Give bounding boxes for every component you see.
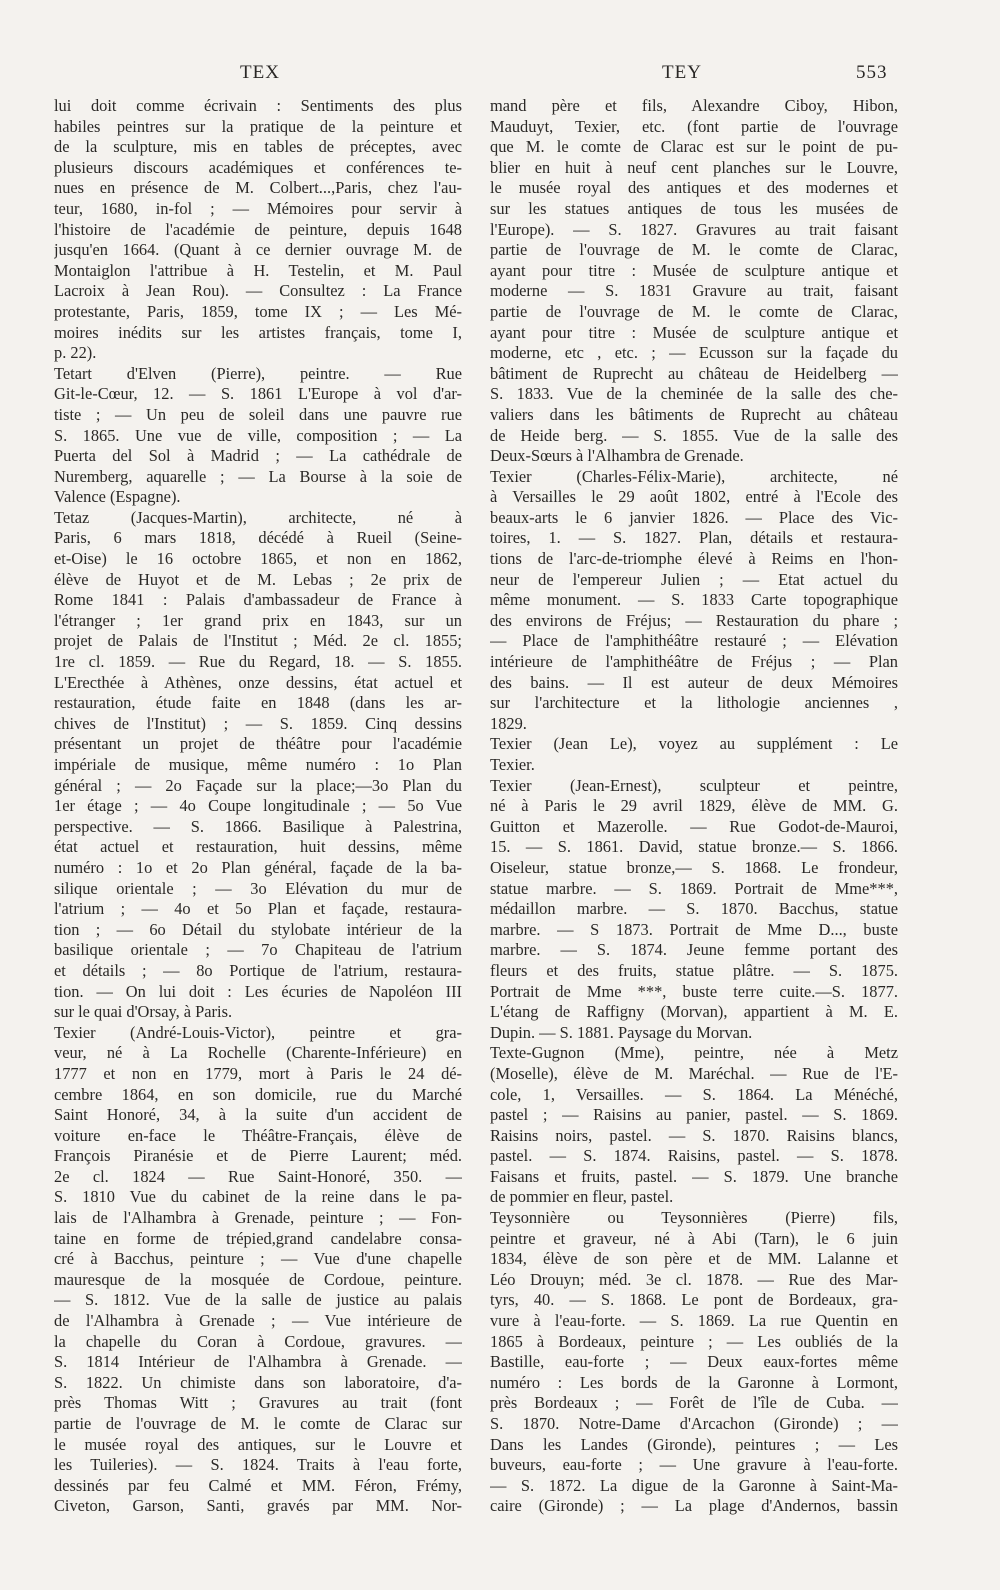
text-line: l'étranger ; 1er grand prix en 1843, sur un: [54, 610, 462, 630]
text-line: Texier (Charles-Félix-Marie), architecte, né: [490, 466, 898, 486]
text-line: des bains. — Il est auteur de deux Mémoires: [490, 672, 898, 692]
text-line: (Moselle), élève de M. Maréchal. — Rue de l'E-: [490, 1063, 898, 1083]
text-line: nues en présence de M. Colbert...,Paris, chez l'au-: [54, 178, 462, 198]
text-line: veur, né à La Rochelle (Charente-Inférieure) en: [54, 1043, 462, 1063]
text-line: basilique orientale ; — 7o Chapiteau de l'atrium: [54, 940, 462, 960]
text-line: neur de l'empereur Julien ; — Etat actuel du: [490, 569, 898, 589]
text-line: près Thomas Witt ; Gravures au trait (font: [54, 1393, 462, 1413]
text-line: les Tuileries). — S. 1824. Traits à l'eau forte,: [54, 1455, 462, 1475]
text-line: Montaiglon l'attribue à H. Testelin, et M. Paul: [54, 260, 462, 280]
text-line: Mauduyt, Texier, etc. (font partie de l'ouvrage: [490, 116, 898, 136]
text-line: partie de l'ouvrage de M. le comte de Clarac,: [490, 240, 898, 260]
text-line: la chapelle du Coran à Cordoue, gravures. —: [54, 1331, 462, 1351]
text-line: pastel. — S. 1874. Raisins, pastel. — S. 1878.: [490, 1146, 898, 1166]
text-line: des environs de Fréjus; — Restauration du phare ;: [490, 610, 898, 630]
text-line: Git-le-Cœur, 12. — S. 1861 L'Europe à vol d'ar-: [54, 384, 462, 404]
text-line: vure à l'eau-forte. — S. 1869. La rue Quentin en: [490, 1311, 898, 1331]
text-line: pastel ; — Raisins au panier, pastel. — S. 1869.: [490, 1105, 898, 1125]
text-line: projet de Palais de l'Institut ; Méd. 2e cl. 1855;: [54, 631, 462, 651]
text-line: Teysonnière ou Teysonnières (Pierre) fils,: [490, 1208, 898, 1228]
text-line: François Piranésie et de Pierre Laurent; méd.: [54, 1146, 462, 1166]
text-line: 1834, élève de son père et de MM. Lalanne et: [490, 1249, 898, 1269]
text-line: beaux-arts le 6 janvier 1826. — Place des Vic-: [490, 507, 898, 527]
text-line: S. 1814 Intérieur de l'Alhambra à Grenade. —: [54, 1352, 462, 1372]
text-line: ayant pour titre : Musée de sculpture antique et: [490, 322, 898, 342]
header-center-word: TEY: [662, 62, 702, 83]
text-line: Civeton, Garson, Santi, gravés par MM. Nor-: [54, 1496, 462, 1516]
text-line: perspective. — S. 1866. Basilique à Palestrina,: [54, 816, 462, 836]
text-line: présentant un projet de théâtre pour l'académie: [54, 734, 462, 754]
text-line: marbre. — S 1873. Portrait de Mme D..., buste: [490, 919, 898, 939]
text-line: toires, 1. — S. 1827. Plan, détails et restaura-: [490, 528, 898, 548]
text-line: Guitton et Mazerolle. — Rue Godot-de-Mauroi,: [490, 816, 898, 836]
text-line: Puerta del Sol à Madrid ; — La cathédrale de: [54, 446, 462, 466]
text-line: mand père et fils, Alexandre Ciboy, Hibon,: [490, 96, 898, 115]
text-line: protestante, Paris, 1859, tome IX ; — Les Mé-: [54, 301, 462, 321]
text-line: 1re cl. 1859. — Rue du Regard, 18. — S. 1855.: [54, 652, 462, 672]
text-line: Texier (André-Louis-Victor), peintre et gra-: [54, 1022, 462, 1042]
text-line: Tetart d'Elven (Pierre), peintre. — Rue: [54, 363, 462, 383]
text-line: jusqu'en 1664. (Quant à ce dernier ouvrage M. de: [54, 240, 462, 260]
text-line: mauresque de la mosquée de Cordoue, peinture.: [54, 1269, 462, 1289]
text-line: 1865 à Bordeaux, peinture ; — Les oubliés de la: [490, 1331, 898, 1351]
text-line: taine en forme de trépied,grand candelabre consa-: [54, 1228, 462, 1248]
text-line: partie de l'ouvrage de M. le comte de Clarac sur: [54, 1414, 462, 1433]
text-line: de l'Alhambra à Grenade ; — Vue intérieure de: [54, 1311, 462, 1331]
text-line: S. 1822. Un chimiste dans son laboratoire, d'a-: [54, 1372, 462, 1392]
text-line: S. 1833. Vue de la cheminée de la salle des che-: [490, 384, 898, 404]
text-line: numéro : 1o et 2o Plan général, façade de la ba-: [54, 857, 462, 877]
text-line: 1829.: [490, 713, 527, 733]
text-line: silique orientale ; — 3o Elévation du mur de: [54, 878, 462, 898]
text-line: Texier.: [490, 755, 535, 774]
text-line: Faisans et fruits, pastel. — S. 1879. Une branche: [490, 1166, 898, 1186]
text-line: Nuremberg, aquarelle ; — La Bourse à la soie de: [54, 466, 462, 486]
text-line: moderne — S. 1831 Gravure au trait, faisant: [490, 281, 898, 301]
text-line: Raisins noirs, pastel. — S. 1870. Raisins blancs,: [490, 1125, 898, 1145]
text-line: Rome 1841 : Palais d'ambassadeur de France à: [54, 590, 462, 610]
text-line: habiles peintres sur la pratique de la peinture et: [54, 116, 462, 136]
text-line: — S. 1872. La digue de la Garonne à Saint-Ma-: [490, 1475, 898, 1495]
text-line: et détails ; — 8o Portique de l'atrium, restaura-: [54, 960, 462, 980]
text-line: L'Erecthée à Athènes, onze dessins, état actuel et: [54, 672, 462, 692]
text-line: — Place de l'amphithéâtre restauré ; — Elévation: [490, 631, 898, 651]
text-line: Texier (Jean Le), voyez au supplément : Le: [490, 734, 898, 754]
text-line: marbre. — S. 1874. Jeune femme portant des: [490, 940, 898, 960]
text-line: l'atrium ; — 4o et 5o Plan et façade, restaura-: [54, 899, 462, 919]
text-line: S. 1865. Une vue de ville, composition ; — La: [54, 425, 462, 445]
text-line: Oiseleur, statue bronze,— S. 1868. Le frondeur,: [490, 857, 898, 877]
text-line: tyrs, 40. — S. 1868. Le pont de Bordeaux, gra-: [490, 1290, 898, 1310]
text-line: cré à Bacchus, peinture ; — Vue d'une chapelle: [54, 1249, 462, 1269]
header-left-word: TEX: [240, 62, 280, 83]
text-line: 2e cl. 1824 — Rue Saint-Honoré, 350. —: [54, 1166, 462, 1186]
text-line: Texte-Gugnon (Mme), peintre, née à Metz: [490, 1043, 898, 1063]
text-line: 1777 et non en 1779, mort à Paris le 24 dé-: [54, 1063, 462, 1083]
text-line: Saint Honoré, 34, à la suite d'un accident de: [54, 1105, 462, 1125]
text-line: que M. le comte de Clarac est sur le point de pu-: [490, 137, 898, 157]
text-line: Tetaz (Jacques-Martin), architecte, né à: [54, 507, 462, 527]
text-line: Lacroix à Jean Rou). — Consultez : La France: [54, 281, 462, 301]
text-line: cole, 1, Versailles. — S. 1864. La Ménéché,: [490, 1084, 898, 1104]
text-line: peintre et graveur, né à Abi (Tarn), le 6 juin: [490, 1228, 898, 1248]
text-line: et-Oise) le 16 octobre 1865, et non en 1862,: [54, 549, 462, 569]
text-line: Texier (Jean-Ernest), sculpteur et peintre,: [490, 775, 898, 795]
text-line: valiers dans les bâtiments de Ruprecht au château: [490, 404, 898, 424]
text-line: ayant pour titre : Musée de sculpture antique et: [490, 260, 898, 280]
text-line: blier en huit à neuf cent planches sur le Louvre,: [490, 157, 898, 177]
text-line: Dans les Landes (Gironde), peintures ; — Les: [490, 1434, 898, 1454]
text-line: bâtiment de Ruprecht au château de Heidelberg —: [490, 363, 898, 383]
text-line: moderne, etc , etc. ; — Ecusson sur la façade du: [490, 343, 898, 363]
text-line: restauration, étude faite en 1848 (dans les ar-: [54, 693, 462, 713]
text-line: tion. — On lui doit : Les écuries de Napoléon III: [54, 981, 462, 1001]
text-line: Valence (Espagne).: [54, 487, 181, 507]
text-line: plusieurs discours académiques et conférences te-: [54, 157, 462, 177]
running-header: [0, 62, 1000, 86]
text-line: Bastille, eau-forte ; — Deux eaux-fortes même: [490, 1352, 898, 1372]
text-line: à Versailles le 29 août 1802, entré à l'Ecole des: [490, 487, 898, 507]
text-line: fleurs et des fruits, statue plâtre. — S. 1875.: [490, 960, 898, 980]
text-line: dessinés par feu Calmé et MM. Féron, Frémy,: [54, 1475, 462, 1495]
text-line: tions de l'arc-de-triomphe élevé à Reims en l'hon-: [490, 549, 898, 569]
text-line: cembre 1864, en son domicile, rue du Marché: [54, 1084, 462, 1104]
text-line: de Heide berg. — S. 1855. Vue de la salle des: [490, 425, 898, 445]
text-line: le musée royal des antiques, sur le Louvre et: [54, 1434, 462, 1454]
text-line: général ; — 2o Façade sur la place;—3o Plan du: [54, 775, 462, 795]
text-line: lais de l'Alhambra à Grenade, peinture ; — Fon-: [54, 1208, 462, 1228]
text-line: intérieure de l'amphithéâtre de Fréjus ; — Plan: [490, 652, 898, 672]
text-line: caire (Gironde) ; — La plage d'Andernos, bassin: [490, 1496, 898, 1516]
text-line: né à Paris le 29 avril 1829, élève de MM. G.: [490, 796, 898, 816]
left-column: [54, 96, 462, 1517]
text-line: sur les statues antiques de tous les musées de: [490, 198, 898, 218]
text-line: impériale de musique, même numéro : 1o Plan: [54, 755, 462, 774]
text-line: élève de Huyot et de M. Lebas ; 2e prix de: [54, 569, 462, 589]
text-line: sur l'architecture et la lithologie anciennes ,: [490, 693, 898, 713]
text-line: près Bordeaux ; — Forêt de l'île de Cuba. —: [490, 1393, 898, 1413]
text-line: Dupin. — S. 1881. Paysage du Morvan.: [490, 1022, 753, 1042]
text-line: S. 1810 Vue du cabinet de la reine dans le pa-: [54, 1187, 462, 1207]
text-line: sur le quai d'Orsay, à Paris.: [54, 1002, 233, 1022]
text-line: 15. — S. 1861. David, statue bronze.— S. 1866.: [490, 837, 898, 857]
text-line: de pommier en fleur, pastel.: [490, 1187, 674, 1207]
text-line: L'étang de Raffigny (Morvan), appartient à M. E.: [490, 1002, 898, 1022]
text-line: Paris, 6 mars 1818, décédé à Rueil (Seine-: [54, 528, 462, 548]
text-line: statue marbre. — S. 1869. Portrait de Mme***,: [490, 878, 898, 898]
text-line: 1er étage ; — 4o Coupe longitudinale ; — 5o Vue: [54, 796, 462, 816]
text-line: l'Europe). — S. 1827. Gravures au trait faisant: [490, 219, 898, 239]
text-line: l'histoire de l'académie de peinture, depuis 1648: [54, 219, 462, 239]
text-line: lui doit comme écrivain : Sentiments des plus: [54, 96, 462, 115]
text-line: tion ; — 6o Détail du stylobate intérieur de la: [54, 919, 462, 939]
text-line: buveurs, eau-forte ; — Une gravure à l'eau-forte.: [490, 1455, 898, 1475]
text-line: de la sculpture, mis en tables de préceptes, avec: [54, 137, 462, 157]
text-line: état actuel et restauration, huit dessins, même: [54, 837, 462, 857]
text-line: — S. 1812. Vue de la salle de justice au palais: [54, 1290, 462, 1310]
text-line: le musée royal des antiques et des modernes et: [490, 178, 898, 198]
text-line: chives de l'Institut) ; — S. 1859. Cinq dessins: [54, 713, 462, 733]
text-line: p. 22).: [54, 343, 97, 363]
text-line: voiture en-face le Théâtre-Français, élève de: [54, 1125, 462, 1145]
right-column: [490, 96, 898, 1517]
text-line: Léo Drouyn; méd. 3e cl. 1878. — Rue des Mar-: [490, 1269, 898, 1289]
text-line: teur, 1680, in-fol ; — Mémoires pour servir à: [54, 198, 462, 218]
text-line: Deux-Sœurs à l'Alhambra de Grenade.: [490, 446, 744, 466]
text-line: Portrait de Mme ***, buste terre cuite.—S. 1877.: [490, 981, 898, 1001]
text-line: tiste ; — Un peu de soleil dans une pauvre rue: [54, 404, 462, 424]
text-line: même monument. — S. 1833 Carte topographique: [490, 590, 898, 610]
text-line: S. 1870. Notre-Dame d'Arcachon (Gironde) ; —: [490, 1414, 898, 1433]
text-line: partie de l'ouvrage de M. le comte de Clarac,: [490, 301, 898, 321]
text-line: moires inédits sur les artistes français, tome I,: [54, 322, 462, 342]
text-line: numéro : Les bords de la Garonne à Lormont,: [490, 1372, 898, 1392]
text-line: médaillon marbre. — S. 1870. Bacchus, statue: [490, 899, 898, 919]
page-number: 553: [856, 62, 888, 83]
